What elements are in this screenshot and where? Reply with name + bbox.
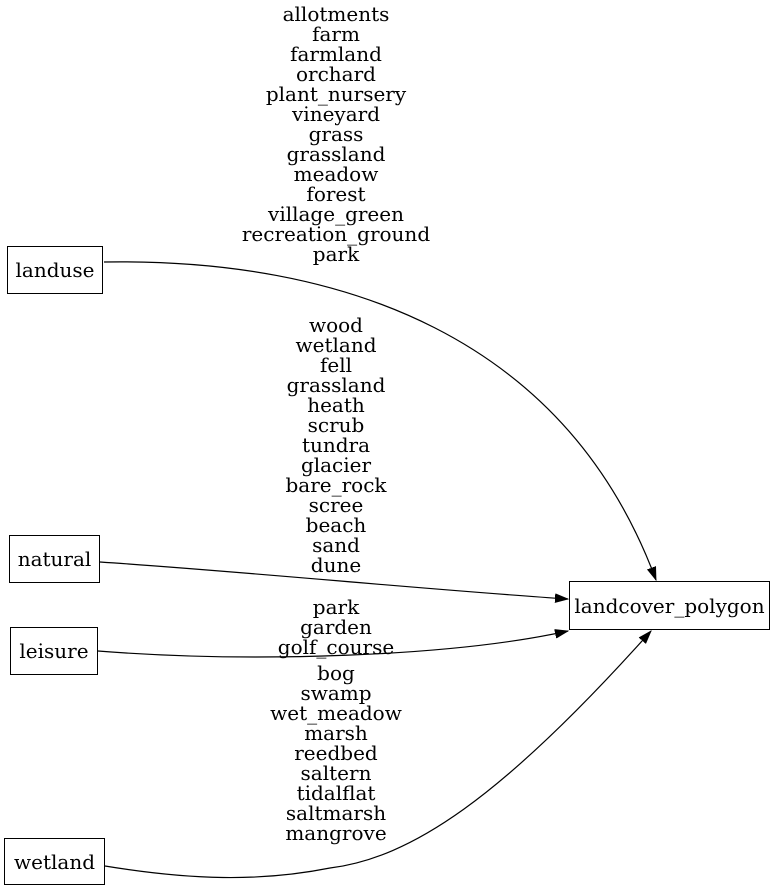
edge-label-line: village_green: [268, 202, 404, 226]
edge-label-line: recreation_ground: [241, 222, 431, 246]
edge-label-line: farmland: [290, 42, 382, 66]
edge-label-line: heath: [307, 393, 365, 417]
edge-label-landuse-values: [206, 4, 466, 264]
edge-label-line: marsh: [304, 721, 368, 745]
edge-label-natural-values: [206, 315, 466, 575]
edge-label-line: tundra: [301, 433, 371, 457]
edge-label-line: scrub: [307, 413, 365, 437]
node-label: natural: [17, 547, 92, 571]
edge-label-line: fell: [319, 353, 353, 377]
edge-label-line: vineyard: [292, 102, 380, 126]
node-label: wetland: [14, 849, 95, 874]
edge-label-line: wood: [308, 313, 363, 337]
edge-label-line: bare_rock: [285, 473, 387, 497]
edge-label-wetland-values: [206, 663, 466, 843]
node-label: landcover_polygon: [574, 593, 765, 618]
edge-label-line: tidalflat: [296, 781, 376, 805]
edge-label-line: beach: [305, 513, 367, 537]
edge-label-line: scree: [308, 493, 364, 517]
edge-label-line: allotments: [282, 2, 390, 26]
edge-label-line: forest: [306, 182, 366, 206]
node-wetland: [4, 838, 105, 885]
edge-label-line: wet_meadow: [270, 701, 402, 725]
edge-label-line: bog: [317, 661, 355, 685]
edge-label-line: plant_nursery: [265, 82, 407, 106]
edge-label-line: sand: [312, 533, 360, 557]
edge-label-line: swamp: [300, 681, 372, 705]
edge-label-line: farm: [312, 22, 360, 46]
node-landcover-polygon: [569, 581, 770, 630]
edge-label-line: orchard: [296, 62, 376, 86]
node-landuse: [7, 246, 103, 294]
edge-label-leisure-values: [206, 597, 466, 657]
node-natural: [9, 535, 100, 583]
edge-label-line: meadow: [293, 162, 379, 186]
edge-label-line: glacier: [300, 453, 372, 477]
node-label: leisure: [19, 639, 89, 663]
edge-label-line: wetland: [295, 333, 377, 357]
edge-label-line: saltern: [300, 761, 372, 785]
edge-label-line: golf_course: [277, 635, 395, 659]
edge-label-line: grassland: [286, 373, 386, 397]
edge-label-line: mangrove: [285, 821, 387, 845]
edge-label-line: reedbed: [294, 741, 378, 765]
edge-label-line: park: [312, 595, 360, 619]
edge-label-line: garden: [300, 615, 372, 639]
edge-label-line: grass: [308, 122, 364, 146]
node-label: landuse: [15, 258, 95, 282]
edge-label-line: saltmarsh: [285, 801, 387, 825]
edge-label-line: dune: [310, 553, 362, 577]
node-leisure: [10, 627, 98, 675]
edge-label-line: grassland: [286, 142, 386, 166]
edge-label-line: park: [312, 242, 360, 266]
